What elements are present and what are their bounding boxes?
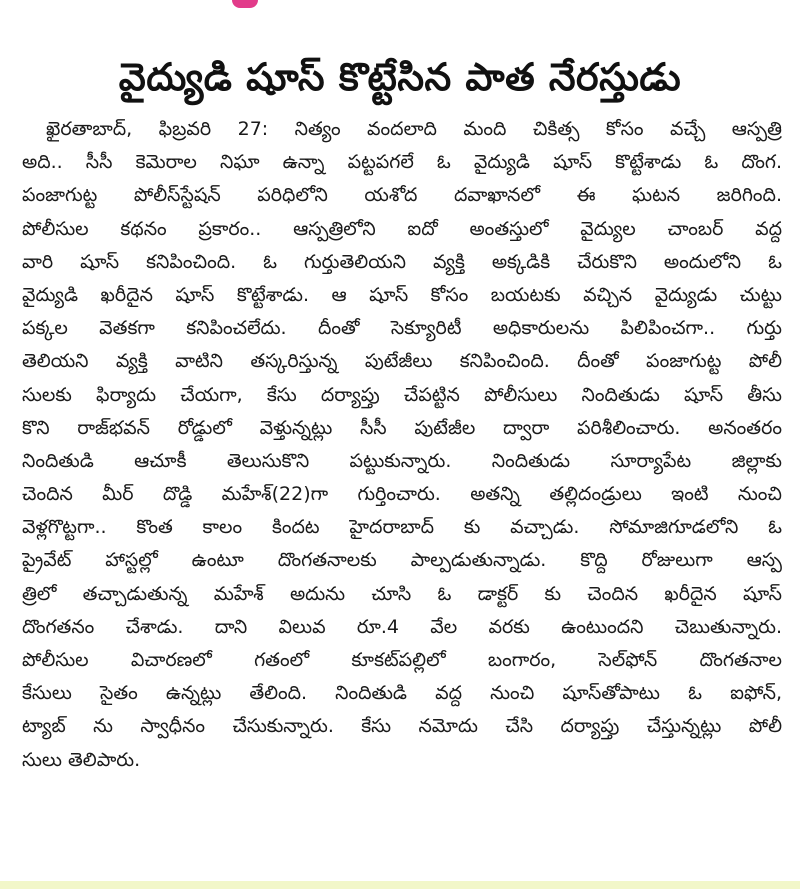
article-line: కేసులు సైతం ఉన్నట్లు తేలింది. నిందితుడి వద్ద నుంచి షూస్‌తోపాటు ఓ ఐఫోన్, bbox=[22, 682, 782, 705]
article-line: పక్కల వెతకగా కనిపించలేదు. దీంతో సెక్యూరిటీ అధికారులను పిలిపించగా.. గుర్తు bbox=[22, 317, 782, 340]
article-line: వారి షూస్ కనిపించింది. ఓ గుర్తుతెలియని వ్యక్తి అక్కడికి చేరుకొని అందులోని ఓ bbox=[22, 250, 782, 273]
article-line: వెళ్లగొట్టగా.. కొంత కాలం కిందట హైదరాబాద్ కు వచ్చాడు. సోమాజిగూడలోని ఓ bbox=[22, 516, 782, 539]
article-line: ట్యాబ్ ను స్వాధీనం చేసుకున్నారు. కేసు నమోదు చేసి దర్యాప్తు చేస్తున్నట్లు పోలీ bbox=[22, 715, 782, 738]
article-line: వైద్యుడి ఖరీదైన షూస్ కొట్టేశాడు. ఆ షూస్ కోసం బయటకు వచ్చిన వైద్యుడు చుట్టు bbox=[22, 283, 782, 306]
article-line: చెందిన మీర్ దొడ్డి మహేశ్(22)గా గుర్తించారు. అతన్ని తల్లిదండ్రులు ఇంటి నుంచి bbox=[22, 483, 782, 506]
article-line: ఖైరతాబాద్, ఫిబ్రవరి 27: నిత్యం వందలాది మంది చికిత్స కోసం వచ్చే ఆస్పత్రి bbox=[46, 118, 782, 140]
bottom-divider bbox=[0, 881, 800, 889]
decorative-pink-mark bbox=[232, 0, 258, 8]
article-line: త్రిలో తచ్చాడుతున్న మహేశ్ అదును చూసి ఓ డాక్టర్ కు చెందిన ఖరీదైన షూస్ bbox=[22, 582, 782, 605]
article-line: కొని రాజ్‌భవన్ రోడ్డులో వెళ్తున్నట్లు సీసీ పుటేజీల ద్వారా పరిశీలించారు. అనంతరం bbox=[22, 416, 782, 439]
article-line: పంజాగుట్ట పోలీస్‌స్టేషన్ పరిధిలోని యశోద దవాఖానలో ఈ ఘటన జరిగింది. bbox=[22, 184, 782, 207]
article-line: తెలియని వ్యక్తి వాటిని తస్కరిస్తున్న పుటేజీలు కనిపించింది. దీంతో పంజాగుట్ట పోలీ bbox=[22, 350, 782, 373]
article-line: సులు తెలిపారు. bbox=[22, 748, 141, 771]
article-line: ప్రైవేట్ హాస్టల్లో ఉంటూ దొంగతనాలకు పాల్పడుతున్నాడు. కొద్ది రోజులుగా ఆస్ప bbox=[22, 549, 782, 572]
article-body bbox=[22, 113, 782, 777]
article-line: పోలీసుల కథనం ప్రకారం.. ఆస్పత్రిలోని ఐదో అంతస్తులో వైద్యుల చాంబర్ వద్ద bbox=[22, 217, 782, 240]
article-line: దొంగతనం చేశాడు. దాని విలువ రూ.4 వేల వరకు ఉంటుందని చెబుతున్నారు. bbox=[22, 615, 782, 638]
article-line: సులకు ఫిర్యాదు చేయగా, కేసు దర్యాప్తు చేపట్టిన పోలీసులు నిందితుడు షూస్ తీసు bbox=[22, 383, 782, 406]
article-line: నిందితుడి ఆచూకీ తెలుసుకొని పట్టుకున్నారు. నిందితుడు సూర్యాపేట జిల్లాకు bbox=[22, 449, 782, 472]
article-line: అది.. సీసీ కెమెరాల నిఘా ఉన్నా పట్టపగలే ఓ వైద్యుడి షూస్ కొట్టేశాడు ఓ దొంగ. bbox=[22, 151, 782, 174]
article-line: పోలీసుల విచారణలో గతంలో కూకట్‌పల్లిలో బంగారం, సెల్‌ఫోన్ దొంగతనాల bbox=[22, 649, 782, 671]
article-headline: వైద్యుడి షూస్ కొట్టేసిన పాత నేరస్తుడు bbox=[118, 55, 682, 100]
